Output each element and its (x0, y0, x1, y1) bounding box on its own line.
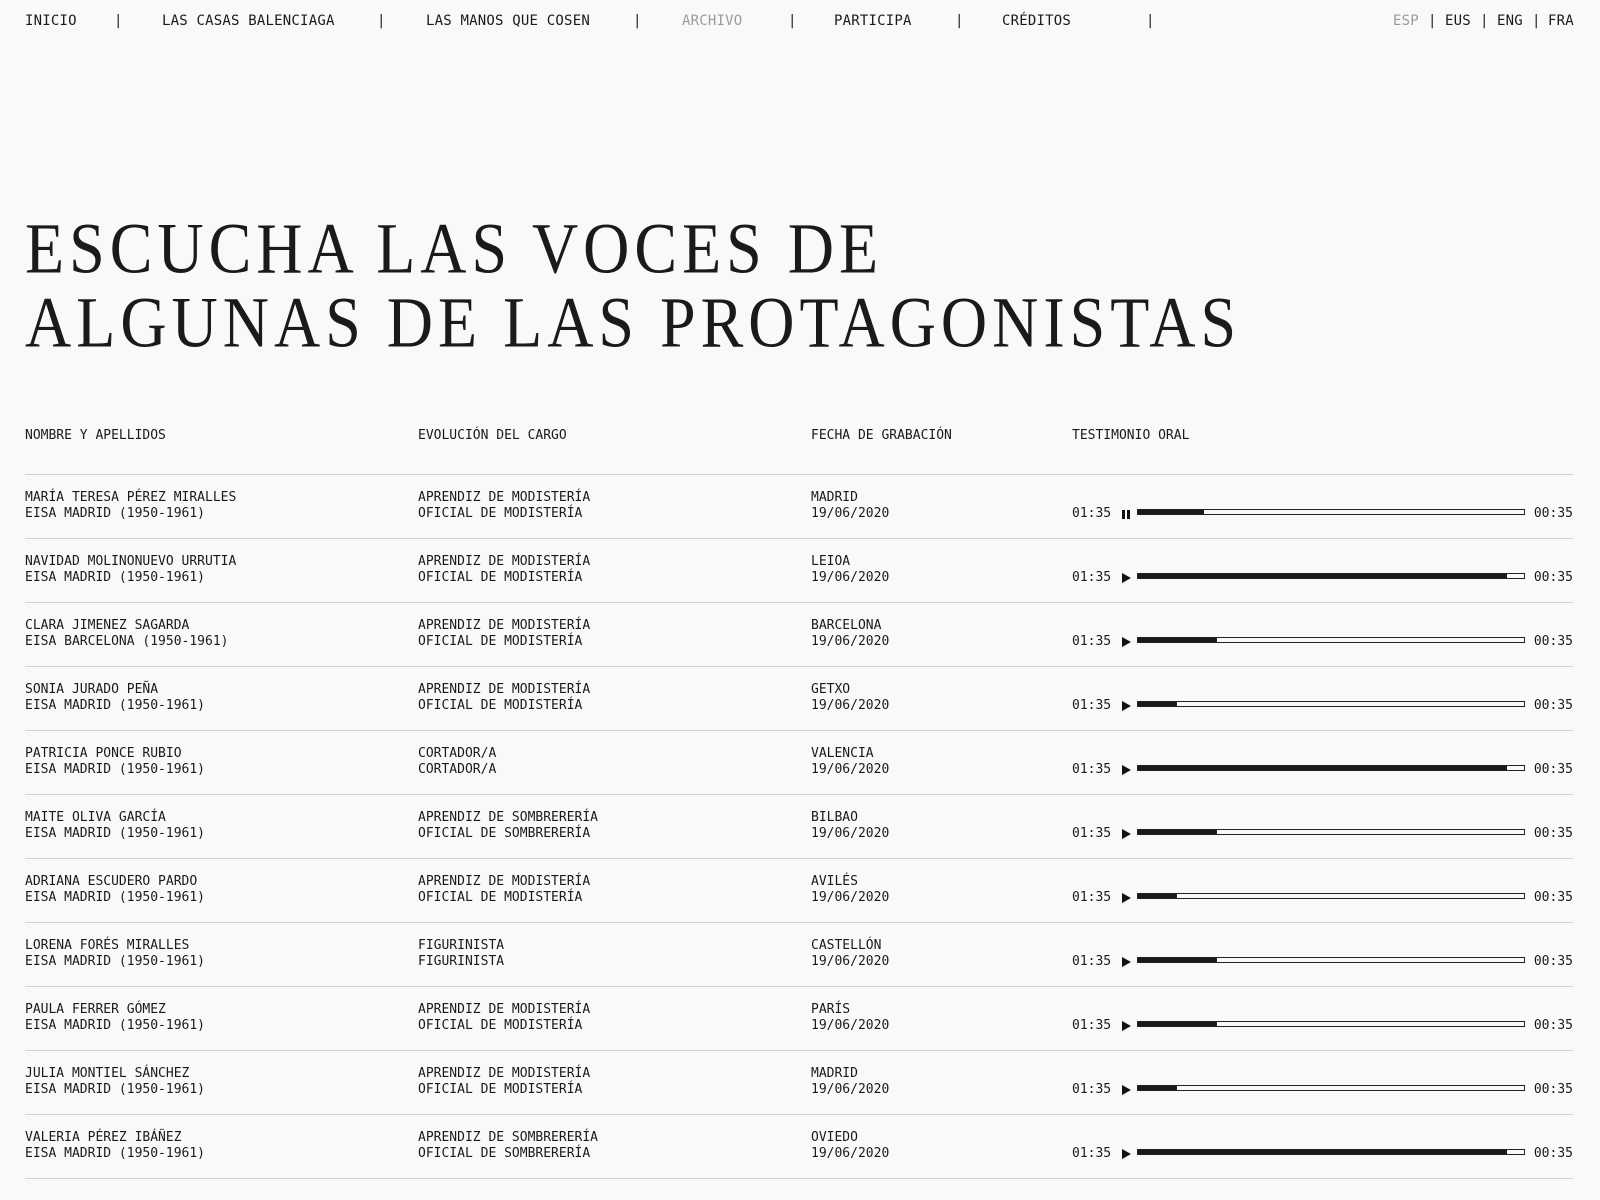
audio-player (1072, 506, 1573, 522)
nav-separator: | (633, 13, 642, 29)
recording-date: 19/06/2020 (811, 698, 890, 713)
person-name: JULIA MONTIEL SÁNCHEZ (25, 1066, 190, 1081)
table-row (25, 731, 1573, 795)
person-name: MARÍA TERESA PÉREZ MIRALLES (25, 490, 237, 505)
audio-progress-fill (1138, 1022, 1217, 1026)
recording-date: 19/06/2020 (811, 890, 890, 905)
nav-item-inicio[interactable]: INICIO (25, 13, 77, 29)
cell-recording (811, 810, 889, 842)
cell-role (418, 874, 590, 906)
column-header-date: FECHA DE GRABACIÓN (811, 428, 952, 443)
audio-player (1072, 954, 1573, 970)
cell-recording (811, 938, 889, 970)
recording-date: 19/06/2020 (811, 826, 890, 841)
audio-current-time: 00:35 (1533, 634, 1573, 649)
cell-role (418, 938, 504, 970)
cell-recording (811, 1130, 889, 1162)
audio-current-time: 00:35 (1533, 1146, 1573, 1161)
column-header-role: EVOLUCIÓN DEL CARGO (418, 428, 567, 443)
person-house: EISA MADRID (1950-1961) (25, 890, 206, 905)
role-from: APRENDIZ DE MODISTERÍA (418, 490, 591, 505)
audio-duration: 01:35 (1072, 698, 1112, 713)
cell-role (418, 618, 590, 650)
audio-player (1072, 1146, 1573, 1162)
audio-duration: 01:35 (1072, 1082, 1112, 1097)
audio-player (1072, 890, 1573, 906)
person-house: EISA BARCELONA (1950-1961) (25, 634, 229, 649)
recording-place: BILBAO (811, 810, 858, 825)
audio-progress-fill (1138, 894, 1177, 898)
nav-item-las-manos-que-cosen[interactable]: LAS MANOS QUE COSEN (426, 13, 590, 29)
recording-date: 19/06/2020 (811, 570, 890, 585)
cell-recording (811, 746, 889, 778)
person-house: EISA MADRID (1950-1961) (25, 1082, 206, 1097)
person-name: PATRICIA PONCE RUBIO (25, 746, 182, 761)
recording-date: 19/06/2020 (811, 1082, 890, 1097)
audio-player (1072, 762, 1573, 778)
nav-item-las-casas-balenciaga[interactable]: LAS CASAS BALENCIAGA (162, 13, 335, 29)
nav-separator: | (955, 13, 964, 29)
audio-progress-fill (1138, 702, 1177, 706)
table-row (25, 923, 1573, 987)
audio-duration: 01:35 (1072, 634, 1112, 649)
audio-progress-bar[interactable] (1137, 701, 1525, 707)
audio-progress-bar[interactable] (1137, 1085, 1525, 1091)
cell-name (25, 1130, 205, 1162)
cell-name (25, 618, 229, 650)
person-house: EISA MADRID (1950-1961) (25, 698, 206, 713)
nav-item-archivo[interactable]: ARCHIVO (682, 13, 743, 29)
cell-name (25, 746, 205, 778)
person-house: EISA MADRID (1950-1961) (25, 506, 206, 521)
play-icon[interactable] (1121, 893, 1132, 904)
nav-separator: | (788, 13, 797, 29)
person-house: EISA MADRID (1950-1961) (25, 954, 206, 969)
audio-current-time: 00:35 (1533, 570, 1573, 585)
recording-place: GETXO (811, 682, 851, 697)
recording-place: VALENCIA (811, 746, 874, 761)
role-to: OFICIAL DE SOMBRERERÍA (418, 826, 591, 841)
person-house: EISA MADRID (1950-1961) (25, 1146, 206, 1161)
role-from: FIGURINISTA (418, 938, 505, 953)
nav-separator: | (1146, 13, 1155, 29)
cell-name (25, 874, 205, 906)
recording-place: BARCELONA (811, 618, 882, 633)
play-icon[interactable] (1121, 1149, 1132, 1160)
role-to: FIGURINISTA (418, 954, 505, 969)
audio-progress-bar[interactable] (1137, 829, 1525, 835)
table-row (25, 603, 1573, 667)
role-to: OFICIAL DE MODISTERÍA (418, 1082, 583, 1097)
lang-eus[interactable]: EUS (1445, 13, 1471, 29)
cell-role (418, 1130, 598, 1162)
role-to: CORTADOR/A (418, 762, 497, 777)
play-icon[interactable] (1121, 957, 1132, 968)
audio-progress-bar[interactable] (1137, 509, 1525, 515)
recording-place: MADRID (811, 490, 858, 505)
recording-date: 19/06/2020 (811, 634, 890, 649)
role-to: OFICIAL DE MODISTERÍA (418, 506, 583, 521)
person-name: LORENA FORÉS MIRALLES (25, 938, 190, 953)
role-from: CORTADOR/A (418, 746, 497, 761)
audio-duration: 01:35 (1072, 506, 1112, 521)
nav-separator: | (377, 13, 386, 29)
table-row (25, 859, 1573, 923)
audio-current-time: 00:35 (1533, 762, 1573, 777)
audio-current-time: 00:35 (1533, 1018, 1573, 1033)
person-house: EISA MADRID (1950-1961) (25, 762, 206, 777)
pause-icon[interactable] (1121, 509, 1132, 520)
role-to: OFICIAL DE MODISTERÍA (418, 634, 583, 649)
testimony-list (25, 475, 1573, 1179)
person-house: EISA MADRID (1950-1961) (25, 570, 206, 585)
audio-progress-fill (1138, 1150, 1507, 1154)
column-header-audio: TESTIMONIO ORAL (1072, 428, 1190, 443)
table-row (25, 795, 1573, 859)
page-title-line-2: ALGUNAS DE LAS PROTAGONISTAS (25, 282, 1242, 363)
table-row (25, 1115, 1573, 1179)
lang-eng[interactable]: ENG (1497, 13, 1523, 29)
table-row (25, 667, 1573, 731)
audio-progress-fill (1138, 638, 1217, 642)
audio-duration: 01:35 (1072, 570, 1112, 585)
role-to: OFICIAL DE MODISTERÍA (418, 698, 583, 713)
cell-role (418, 554, 590, 586)
cell-name (25, 682, 205, 714)
audio-player (1072, 634, 1573, 650)
audio-current-time: 00:35 (1533, 954, 1573, 969)
audio-current-time: 00:35 (1533, 698, 1573, 713)
cell-name (25, 554, 236, 586)
recording-place: OVIEDO (811, 1130, 858, 1145)
audio-current-time: 00:35 (1533, 1082, 1573, 1097)
play-icon[interactable] (1121, 1021, 1132, 1032)
recording-date: 19/06/2020 (811, 762, 890, 777)
audio-player (1072, 1018, 1573, 1034)
table-row (25, 1051, 1573, 1115)
top-navigation (25, 0, 1575, 44)
recording-date: 19/06/2020 (811, 954, 890, 969)
audio-progress-bar[interactable] (1137, 957, 1525, 963)
recording-place: MADRID (811, 1066, 858, 1081)
audio-progress-fill (1138, 830, 1217, 834)
page-title-line-1: ESCUCHA LAS VOCES DE (25, 208, 884, 289)
play-icon[interactable] (1121, 573, 1132, 584)
audio-player (1072, 826, 1573, 842)
nav-separator: | (114, 13, 123, 29)
role-from: APRENDIZ DE SOMBRERERÍA (418, 1130, 599, 1145)
cell-recording (811, 618, 889, 650)
audio-duration: 01:35 (1072, 1146, 1112, 1161)
role-to: OFICIAL DE MODISTERÍA (418, 890, 583, 905)
audio-progress-bar[interactable] (1137, 765, 1525, 771)
audio-progress-fill (1138, 766, 1507, 770)
lang-esp[interactable]: ESP (1393, 13, 1419, 29)
play-icon[interactable] (1121, 637, 1132, 648)
cell-name (25, 1066, 205, 1098)
lang-separator: | (1428, 13, 1437, 29)
play-icon[interactable] (1121, 765, 1132, 776)
cell-role (418, 1066, 590, 1098)
role-from: APRENDIZ DE MODISTERÍA (418, 1002, 591, 1017)
recording-place: AVILÉS (811, 874, 858, 889)
cell-role (418, 810, 598, 842)
audio-duration: 01:35 (1072, 1018, 1112, 1033)
audio-duration: 01:35 (1072, 762, 1112, 777)
audio-progress-bar[interactable] (1137, 573, 1525, 579)
role-to: OFICIAL DE MODISTERÍA (418, 1018, 583, 1033)
cell-recording (811, 1066, 889, 1098)
role-from: APRENDIZ DE MODISTERÍA (418, 618, 591, 633)
recording-place: CASTELLÓN (811, 938, 882, 953)
audio-progress-fill (1138, 1086, 1177, 1090)
audio-progress-fill (1138, 510, 1204, 514)
role-from: APRENDIZ DE MODISTERÍA (418, 874, 591, 889)
cell-recording (811, 490, 889, 522)
role-from: APRENDIZ DE SOMBRERERÍA (418, 810, 599, 825)
recording-date: 19/06/2020 (811, 1146, 890, 1161)
person-house: EISA MADRID (1950-1961) (25, 826, 206, 841)
audio-progress-bar[interactable] (1137, 1149, 1525, 1155)
lang-fra[interactable]: FRA (1548, 13, 1574, 29)
audio-progress-bar[interactable] (1137, 637, 1525, 643)
play-icon[interactable] (1121, 701, 1132, 712)
audio-progress-fill (1138, 958, 1217, 962)
cell-role (418, 1002, 590, 1034)
person-name: CLARA JIMENEZ SAGARDA (25, 618, 190, 633)
audio-progress-bar[interactable] (1137, 1021, 1525, 1027)
person-name: NAVIDAD MOLINONUEVO URRUTIA (25, 554, 237, 569)
audio-duration: 01:35 (1072, 890, 1112, 905)
cell-name (25, 938, 205, 970)
cell-name (25, 810, 205, 842)
play-icon[interactable] (1121, 1085, 1132, 1096)
audio-current-time: 00:35 (1533, 826, 1573, 841)
cell-name (25, 1002, 205, 1034)
audio-current-time: 00:35 (1533, 506, 1573, 521)
person-name: ADRIANA ESCUDERO PARDO (25, 874, 198, 889)
person-name: SONIA JURADO PEÑA (25, 682, 159, 697)
person-name: PAULA FERRER GÓMEZ (25, 1002, 166, 1017)
person-house: EISA MADRID (1950-1961) (25, 1018, 206, 1033)
person-name: VALERIA PÉREZ IBÁÑEZ (25, 1130, 182, 1145)
role-from: APRENDIZ DE MODISTERÍA (418, 682, 591, 697)
audio-player (1072, 570, 1573, 586)
role-to: OFICIAL DE SOMBRERERÍA (418, 1146, 591, 1161)
table-header (25, 422, 1573, 475)
play-icon[interactable] (1121, 829, 1132, 840)
table-row (25, 475, 1573, 539)
lang-separator: | (1480, 13, 1489, 29)
cell-name (25, 490, 236, 522)
page-title (25, 208, 1242, 363)
nav-item-participa[interactable]: PARTICIPA (834, 13, 912, 29)
lang-separator: | (1532, 13, 1541, 29)
table-row (25, 987, 1573, 1051)
cell-recording (811, 1002, 889, 1034)
cell-recording (811, 554, 889, 586)
table-row (25, 539, 1573, 603)
role-from: APRENDIZ DE MODISTERÍA (418, 1066, 591, 1081)
cell-recording (811, 874, 889, 906)
recording-date: 19/06/2020 (811, 1018, 890, 1033)
recording-place: PARÍS (811, 1002, 851, 1017)
person-name: MAITE OLIVA GARCÍA (25, 810, 166, 825)
column-header-name: NOMBRE Y APELLIDOS (25, 428, 166, 443)
audio-current-time: 00:35 (1533, 890, 1573, 905)
audio-duration: 01:35 (1072, 826, 1112, 841)
nav-item-creditos[interactable]: CRÉDITOS (1002, 13, 1072, 29)
role-to: OFICIAL DE MODISTERÍA (418, 570, 583, 585)
audio-progress-bar[interactable] (1137, 893, 1525, 899)
audio-progress-fill (1138, 574, 1507, 578)
recording-place: LEIOA (811, 554, 851, 569)
cell-role (418, 682, 590, 714)
cell-role (418, 746, 496, 778)
recording-date: 19/06/2020 (811, 506, 890, 521)
audio-player (1072, 1082, 1573, 1098)
audio-duration: 01:35 (1072, 954, 1112, 969)
audio-player (1072, 698, 1573, 714)
cell-role (418, 490, 590, 522)
role-from: APRENDIZ DE MODISTERÍA (418, 554, 591, 569)
cell-recording (811, 682, 889, 714)
